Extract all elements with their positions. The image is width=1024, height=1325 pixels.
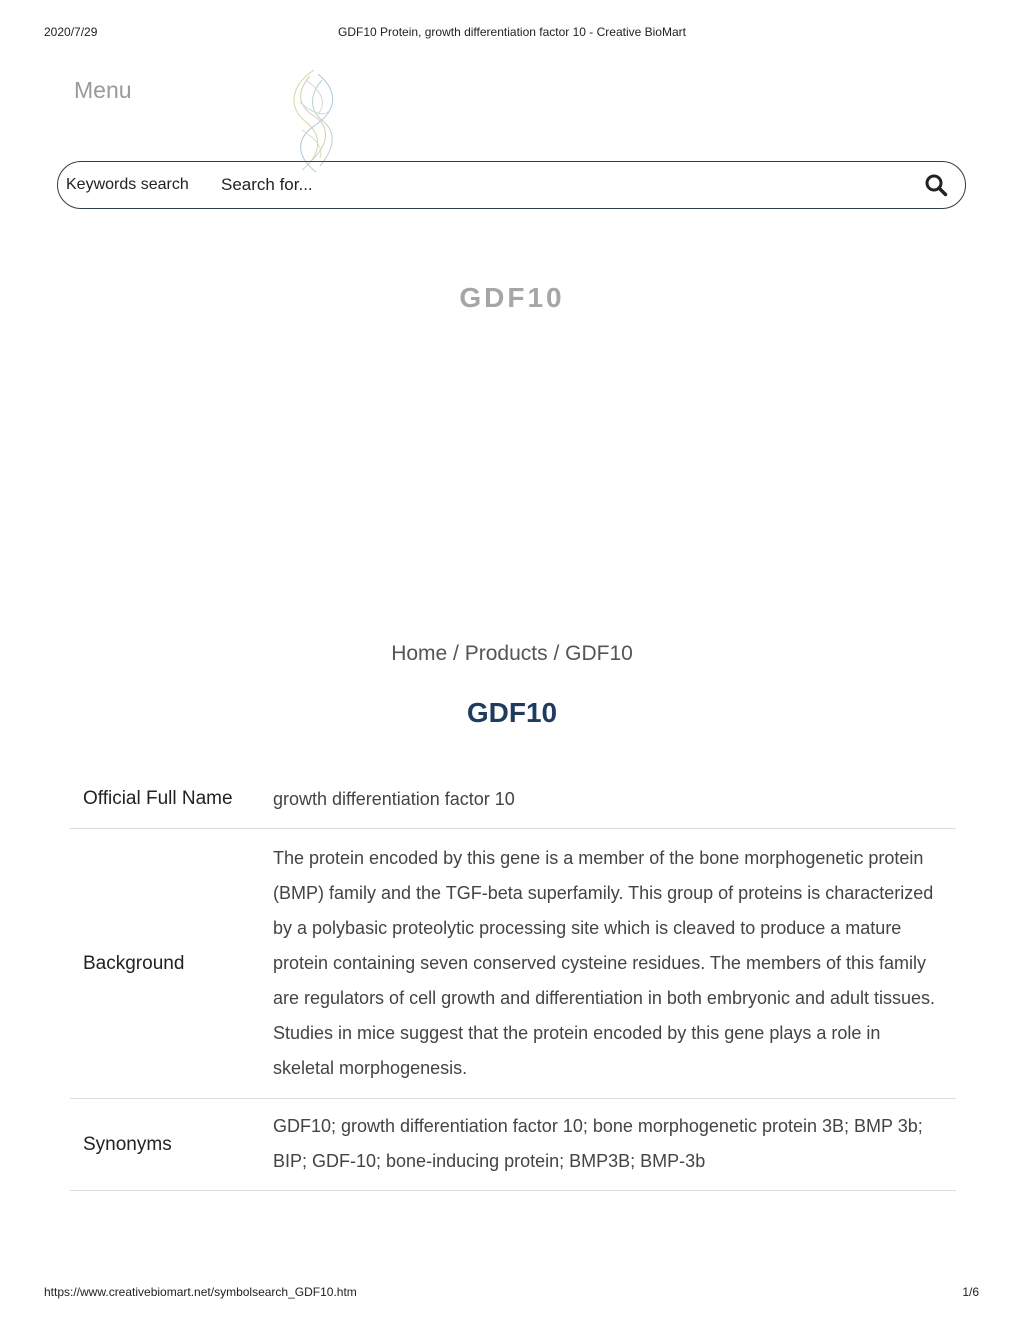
row-value: growth differentiation factor 10 [272,770,956,829]
breadcrumb-products[interactable]: Products [464,642,548,665]
dna-helix-icon[interactable] [280,66,344,174]
print-page-title: GDF10 Protein, growth differentiation factor 10 - Creative BioMart [338,25,686,39]
menu-button[interactable]: Menu [74,77,132,103]
breadcrumb-separator: / [447,642,465,665]
product-info-table [70,770,956,1191]
search-label: Keywords search [66,176,189,193]
row-key: Official Full Name [70,770,272,829]
breadcrumb-current: GDF10 [565,642,633,665]
search-icon [924,173,948,197]
row-key: Background [70,829,272,1099]
breadcrumb-separator: / [547,642,566,665]
row-value: The protein encoded by this gene is a member of the bone morphogenetic protein (BMP) family and the TGF-beta superfamily. This group of proteins is characterized by a polybasic proteolytic processing site which is cleaved to produce a mature protein containing seven conserved cysteine residues. The members of this family are regulators of cell growth and differentiation in both embryonic and adult tissues. Studies in mice suggest that the protein encoded by this gene plays a role in skeletal morphogenesis. [272,829,956,1099]
search-input[interactable] [221,175,921,195]
search-bar [57,161,966,209]
table-row [70,829,956,1099]
hero-title: GDF10 [459,282,565,313]
table-row [70,1099,956,1191]
print-date: 2020/7/29 [44,25,98,39]
product-title: GDF10 [466,697,558,728]
search-button[interactable] [921,170,951,200]
print-url: https://www.creativebiomart.net/symbolsearch_GDF10.htm [44,1285,357,1299]
row-value: GDF10; growth differentiation factor 10; bone morphogenetic protein 3B; BMP 3b; BIP; GDF-10; bone-inducing protein; BMP3B; BMP-3b [272,1099,956,1191]
breadcrumb [0,642,1024,666]
table-row [70,770,956,829]
print-page-number: 1/6 [962,1285,979,1299]
breadcrumb-home[interactable]: Home [391,642,448,665]
row-key: Synonyms [70,1099,272,1191]
